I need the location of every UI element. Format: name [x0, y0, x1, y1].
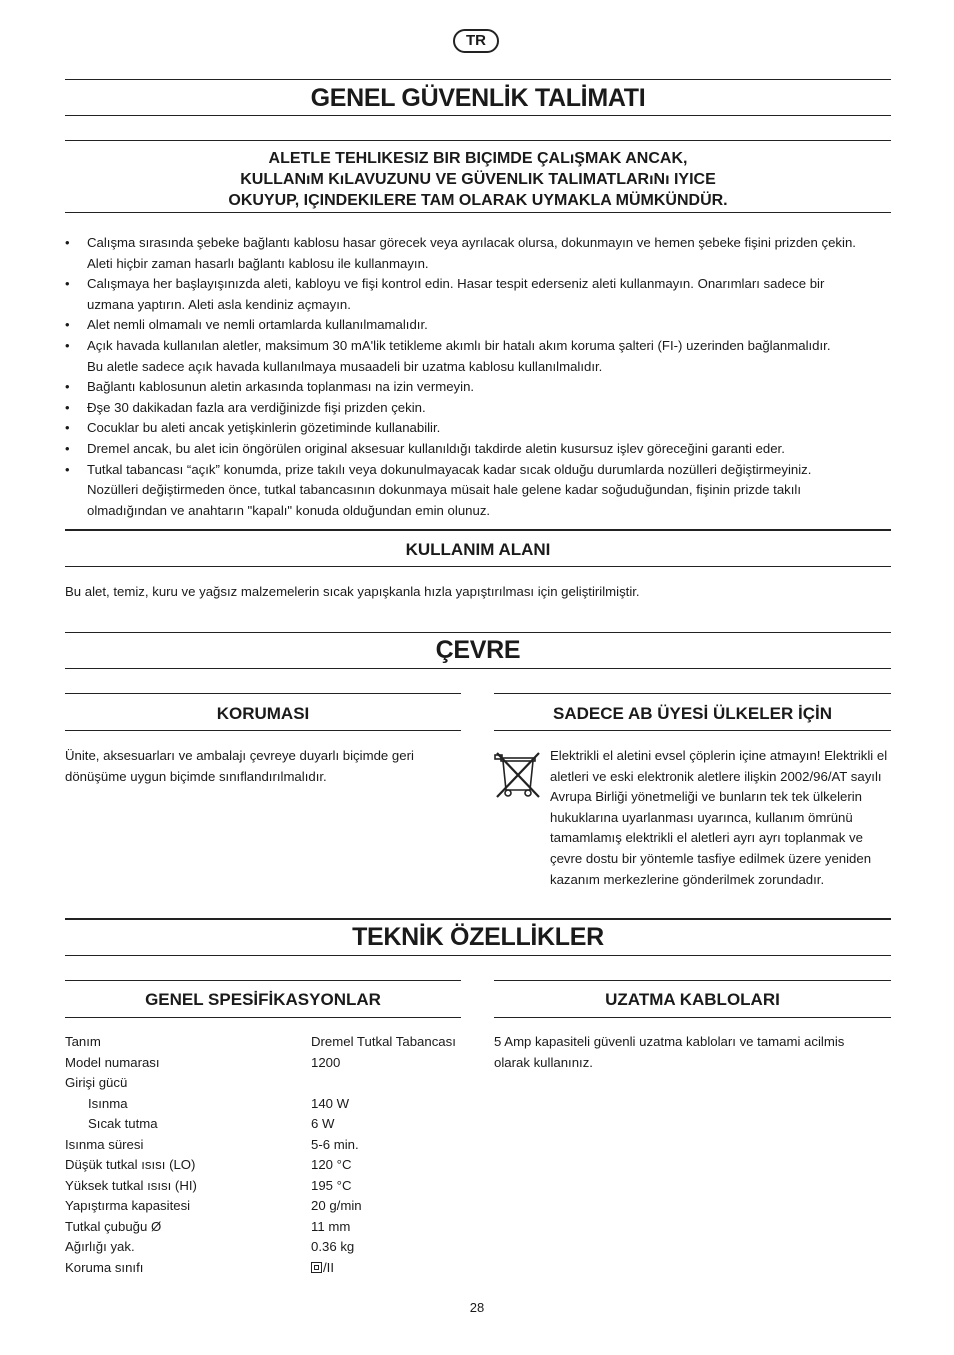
- safety-bullet-line: • Tutkal tabancası “açık” konumda, prize takılı veya dokunulmayacak kadar sıcak olduğu durumlarda nozülleri değiştirmeyiniz.: [87, 461, 812, 477]
- spec-table: [65, 1032, 465, 1278]
- eu-line: Avrupa Birliği yönetmeliği ve bunların tek tek ülkelerin: [550, 789, 863, 805]
- divider: [494, 693, 891, 694]
- spec-value: 20 g/min: [311, 1198, 362, 1213]
- spec-value: 11 mm: [311, 1218, 351, 1234]
- spec-label: Isınma süresi: [65, 1136, 144, 1152]
- spec-row: [65, 1135, 465, 1156]
- spec-value: [311, 1258, 334, 1279]
- eu-line: kazanım merkezlerine gönderilmek zorundadır.: [550, 871, 825, 887]
- eu-line: çevre dostu bir yöntemle tasfiye edilmek üzere yeniden: [550, 850, 872, 866]
- spec-label: Yapıştırma kapasitesi: [65, 1198, 191, 1213]
- spec-row: [65, 1237, 465, 1258]
- safety-bullet-line: • Calışmaya her başlayışınızda aleti, kabloyu ve fişi kontrol edin. Hasar tespit ederseniz aleti kullanmayın. Onarımları sadece bir: [87, 276, 825, 292]
- warning-line: KULLANıM KıLAVUZUNU VE GÜVENLIK TALIMATLARıNı IYICE: [240, 171, 716, 188]
- spec-label: Ağırlığı yak.: [65, 1239, 135, 1254]
- safety-bullet-list: [65, 233, 895, 521]
- warning-line: ALETLE TEHLIKESIZ BIR BIÇIMDE ÇALıŞMAK ANCAK,: [268, 150, 688, 167]
- divider: [65, 115, 891, 116]
- spec-value: 140 W: [311, 1095, 350, 1111]
- eu-line: Elektrikli el aletini evsel çöplerin içine atmayın! Elektrikli el: [550, 748, 888, 763]
- crossed-out-wheelie-bin-icon: [494, 750, 542, 800]
- eu-line: hukuklarına uyarlanması uyarınca, kullanım ömrünü: [550, 809, 853, 825]
- divider: [65, 730, 461, 731]
- divider: [65, 140, 891, 141]
- divider: [494, 730, 891, 731]
- divider: [65, 212, 891, 213]
- divider: [494, 1017, 891, 1018]
- spec-label: Tutkal çubuğu Ø: [65, 1218, 162, 1234]
- divider: [65, 955, 891, 956]
- spec-value-text: /II: [323, 1259, 334, 1275]
- spec-label: Tanım: [65, 1034, 101, 1049]
- safety-bullet: [65, 274, 895, 315]
- safety-bullet: [65, 398, 895, 419]
- class-ii-double-square-icon: [311, 1262, 322, 1273]
- safety-bullet: [65, 315, 895, 336]
- extension-cords-text: [494, 1032, 894, 1073]
- safety-bullet: [65, 377, 895, 398]
- spec-row: [65, 1176, 465, 1197]
- divider: [65, 980, 461, 981]
- eu-text: [550, 746, 895, 890]
- protection-text: [65, 746, 461, 787]
- spec-label: Yüksek tutkal ısısı (HI): [65, 1177, 197, 1193]
- spec-row: [65, 1258, 465, 1279]
- spec-label: Düşük tutkal ısısı (LO): [65, 1157, 196, 1172]
- spec-value: 5-6 min.: [311, 1136, 359, 1152]
- spec-row: [65, 1053, 465, 1074]
- safety-bullet-line: • Cocuklar bu aleti ancak yetişkinlerin gözetiminde kullanabilir.: [87, 420, 441, 436]
- safety-bullet-line: olmadığından ve anahtarın "kapalı" konuda olduğundan emin olunuz.: [87, 502, 491, 518]
- divider: [65, 918, 891, 920]
- usage-heading: KULLANIM ALANI: [405, 540, 551, 559]
- safety-instructions: [65, 233, 895, 521]
- spec-value: 0.36 kg: [311, 1239, 355, 1254]
- divider: [65, 668, 891, 669]
- safety-bullet: [65, 439, 895, 460]
- spec-label: Model numarası: [65, 1054, 160, 1070]
- safety-bullet-line: Bu aletle sadece açık havada kullanılmaya musaadeli bir uzatma kablosu kullanılmalıdır.: [87, 358, 603, 374]
- safety-bullet-line: • Dremel ancak, bu alet icin öngörülen original aksesuar kullanıldığı takdirde aletin kusursuz işlev göreceğini garanti eder.: [87, 440, 785, 456]
- language-badge: TR: [453, 29, 499, 53]
- spec-row: [65, 1073, 465, 1094]
- usage-text: Bu alet, temiz, kuru ve yağsız malzemelerin sıcak yapışkanla hızla yapıştırılması için geliştirilmiştir.: [65, 584, 640, 599]
- safety-bullet-line: • Đşe 30 dakikadan fazla ara verdiğinizde fişi prizden çekin.: [87, 399, 426, 415]
- spec-value: 120 °C: [311, 1157, 352, 1172]
- divider: [65, 79, 891, 80]
- protection-heading: KORUMASI: [216, 704, 310, 723]
- spec-row: [65, 1114, 465, 1135]
- specs-title: TEKNİK ÖZELLİKLER: [352, 923, 604, 951]
- divider: [65, 1017, 461, 1018]
- divider: [65, 632, 891, 633]
- page-number: 28: [469, 1300, 485, 1315]
- safety-bullet-line: • Calışma sırasında şebeke bağlantı kablosu hasar görecek veya ayrılacak olursa, dokunmayın ve hemen şebeke fişini prizden çekin.: [87, 235, 856, 250]
- eu-line: tamamlamış elektrikli el aletleri ayrı ayrı toplanmak ve: [550, 830, 863, 846]
- spec-value: Dremel Tutkal Tabancası: [311, 1034, 456, 1049]
- safety-bullet: [65, 460, 895, 522]
- spec-row: [65, 1094, 465, 1115]
- safety-bullet: [65, 418, 895, 439]
- warning-block: [65, 148, 891, 211]
- page-title: GENEL GÜVENLİK TALİMATI: [310, 84, 646, 112]
- general-specs-heading: GENEL SPESİFİKASYONLAR: [145, 990, 381, 1009]
- safety-bullet-line: uzmana yaptırın. Aleti asla kendiniz açmayın.: [87, 296, 351, 312]
- spec-row: [65, 1032, 465, 1053]
- safety-bullet: [65, 233, 895, 274]
- divider: [494, 980, 891, 981]
- extension-line: 5 Amp kapasiteli güvenli uzatma kabloları ve tamami acilmis: [494, 1034, 845, 1049]
- protection-line: Ünite, aksesuarları ve ambalajı çevreye duyarlı biçimde geri: [65, 748, 414, 763]
- safety-bullet-line: • Bağlantı kablosunun aletin arkasında toplanması na izin vermeyin.: [87, 379, 475, 395]
- divider: [65, 529, 891, 531]
- safety-bullet-line: Nozülleri değiştirmeden önce, tutkal tabancasının dokunmaya müsait hale gelene kadar soğuduğundan, fişinin prizde takılı: [87, 482, 802, 498]
- safety-bullet-line: Aleti hiçbir zaman hasarlı bağlantı kablosu ile kullanmayın.: [87, 255, 429, 271]
- spec-label: Isınma: [88, 1095, 128, 1111]
- eu-heading: SADECE AB ÜYESİ ÜLKELER İÇİN: [553, 704, 832, 723]
- safety-bullet: [65, 336, 895, 377]
- spec-value: 195 °C: [311, 1177, 352, 1193]
- spec-label: Girişi gücü: [65, 1075, 128, 1090]
- spec-row: [65, 1155, 465, 1176]
- spec-label: Koruma sınıfı: [65, 1259, 144, 1275]
- spec-row: [65, 1196, 465, 1217]
- warning-line: OKUYUP, IÇINDEKILERE TAM OLARAK UYMAKLA MÜMKÜNDÜR.: [228, 192, 728, 209]
- divider: [65, 566, 891, 567]
- safety-bullet-line: • Alet nemli olmamalı ve nemli ortamlarda kullanılmamalıdır.: [87, 317, 428, 333]
- extension-cords-heading: UZATMA KABLOLARI: [605, 990, 780, 1009]
- spec-label: Sıcak tutma: [88, 1116, 158, 1131]
- divider: [65, 693, 461, 694]
- protection-line: dönüşüme uygun biçimde sınıflandırılmalıdır.: [65, 768, 327, 784]
- spec-value: 1200: [311, 1054, 341, 1070]
- environment-title: ÇEVRE: [435, 636, 521, 664]
- spec-value: 6 W: [311, 1116, 335, 1131]
- spec-row: [65, 1217, 465, 1238]
- eu-line: aletleri ve eski elektronik aletlere ilişkin 2002/96/AT sayılı: [550, 768, 882, 784]
- safety-bullet-line: • Açık havada kullanılan aletler, maksimum 30 mA'lik tetikleme akımlı bir hatalı akım koruma şalteri (FI-) uzerinden bağlanmalıdır.: [87, 337, 831, 353]
- extension-line: olarak kullanınız.: [494, 1054, 593, 1070]
